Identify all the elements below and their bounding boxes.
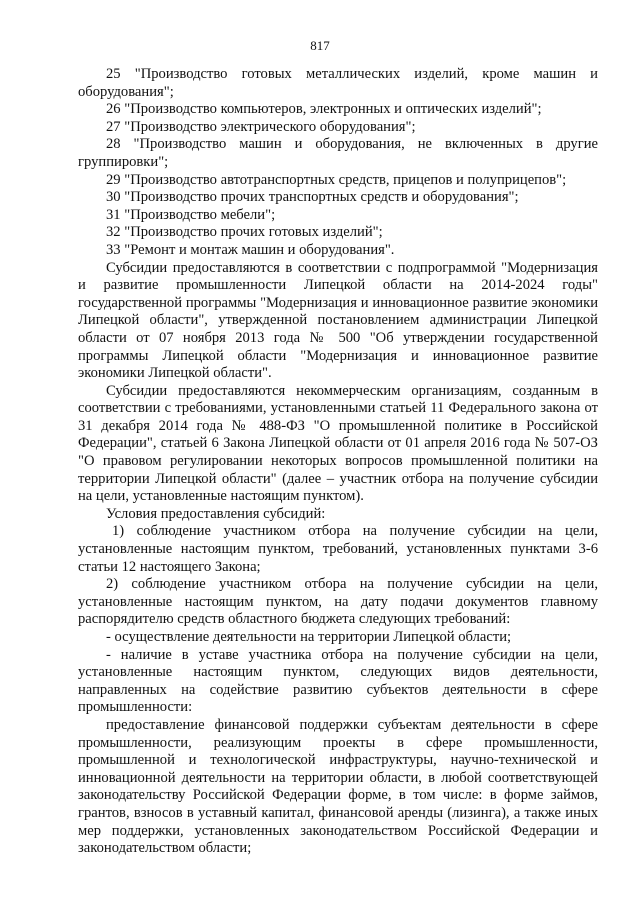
paragraph-item-29: 29 "Производство автотранспортных средств, прицепов и полуприцепов"; [106,171,567,188]
paragraph-subsidy-program: Субсидии предоставляются в соответствии с подпрограммой "Модернизация и развитие промышленности Липецкой области на 2014-2024 годы" государственной программы "Модернизация и инновационное развитие экономики Липецкой области", утвержденной постановлением администрации Липецкой области от 07 ноября 2013 года № 500 "Об утверждении государственной программы Липецкой области "Модернизация и инновационное развитие экономики Липецкой области". [78,259,598,382]
document-body [78,66,598,858]
page-number: 817 [310,38,330,53]
paragraph-conditions-heading: Условия предоставления субсидий: [106,505,326,522]
paragraph-item-26: 26 "Производство компьютеров, электронных и оптических изделий"; [106,101,542,118]
paragraph-item-33: 33 "Ремонт и монтаж машин и оборудования". [106,241,395,258]
paragraph-requirement-territory: - осуществление деятельности на территории Липецкой области; [106,629,512,645]
paragraph-subsidy-recipients: Субсидии предоставляются некоммерческим организациям, созданным в соответствии с требованиями, установленными статьей 11 Федерального закона от 31 декабря 2014 года № 488-ФЗ "О промышленной политике в Российской Федерации", статьей 6 Закона Липецкой области от 01 апреля 2016 года № 507-ОЗ "О правовом регулировании некоторых вопросов промышленной политики на территории Липецкой области" (далее – участник отбора на получение субсидии на цели, установленные настоящим пунктом). [78,382,598,505]
paragraph-item-31: 31 "Производство мебели"; [106,206,276,223]
paragraph-condition-1: 1) соблюдение участником отбора на получение субсидии на цели, установленные настоящим пунктом, требований, установленных пунктами 3-6 статьи 12 настоящего Закона; [78,523,598,575]
paragraph-item-28: 28 "Производство машин и оборудования, не включенных в другие группировки"; [78,136,598,170]
paragraph-item-30: 30 "Производство прочих транспортных средств и оборудования"; [106,189,519,206]
paragraph-item-32: 32 "Производство прочих готовых изделий"; [106,224,383,241]
paragraph-item-25: 25 "Производство готовых металлических изделий, кроме машин и оборудования"; [78,66,598,100]
paragraph-item-27: 27 "Производство электрического оборудования"; [106,118,416,135]
paragraph-financial-support: предоставление финансовой поддержки субъектам деятельности в сфере промышленности, реализующим проекты в сфере промышленности, промышленной и технологической инфраструктуры, научно-технической и инновационной деятельности на территории области, в любой соответствующей законодательству Российской Федерации форме, в том числе: в форме займов, грантов, взносов в уставный капитал, финансовой аренды (лизинга), а также иных мер поддержки, установленных законодательством Российской Федерации и законодательством области; [78,716,598,857]
paragraph-requirement-charter: - наличие в уставе участника отбора на получение субсидии на цели, установленные настоящим пунктом, следующих видов деятельности, направленных на содействие развитию субъектов деятельности в сфере промышленности: [78,646,598,716]
paragraph-condition-2: 2) соблюдение участником отбора на получение субсидии на цели, установленные настоящим пунктом, на дату подачи документов главному распорядителю средств областного бюджета следующих требований: [78,576,598,628]
